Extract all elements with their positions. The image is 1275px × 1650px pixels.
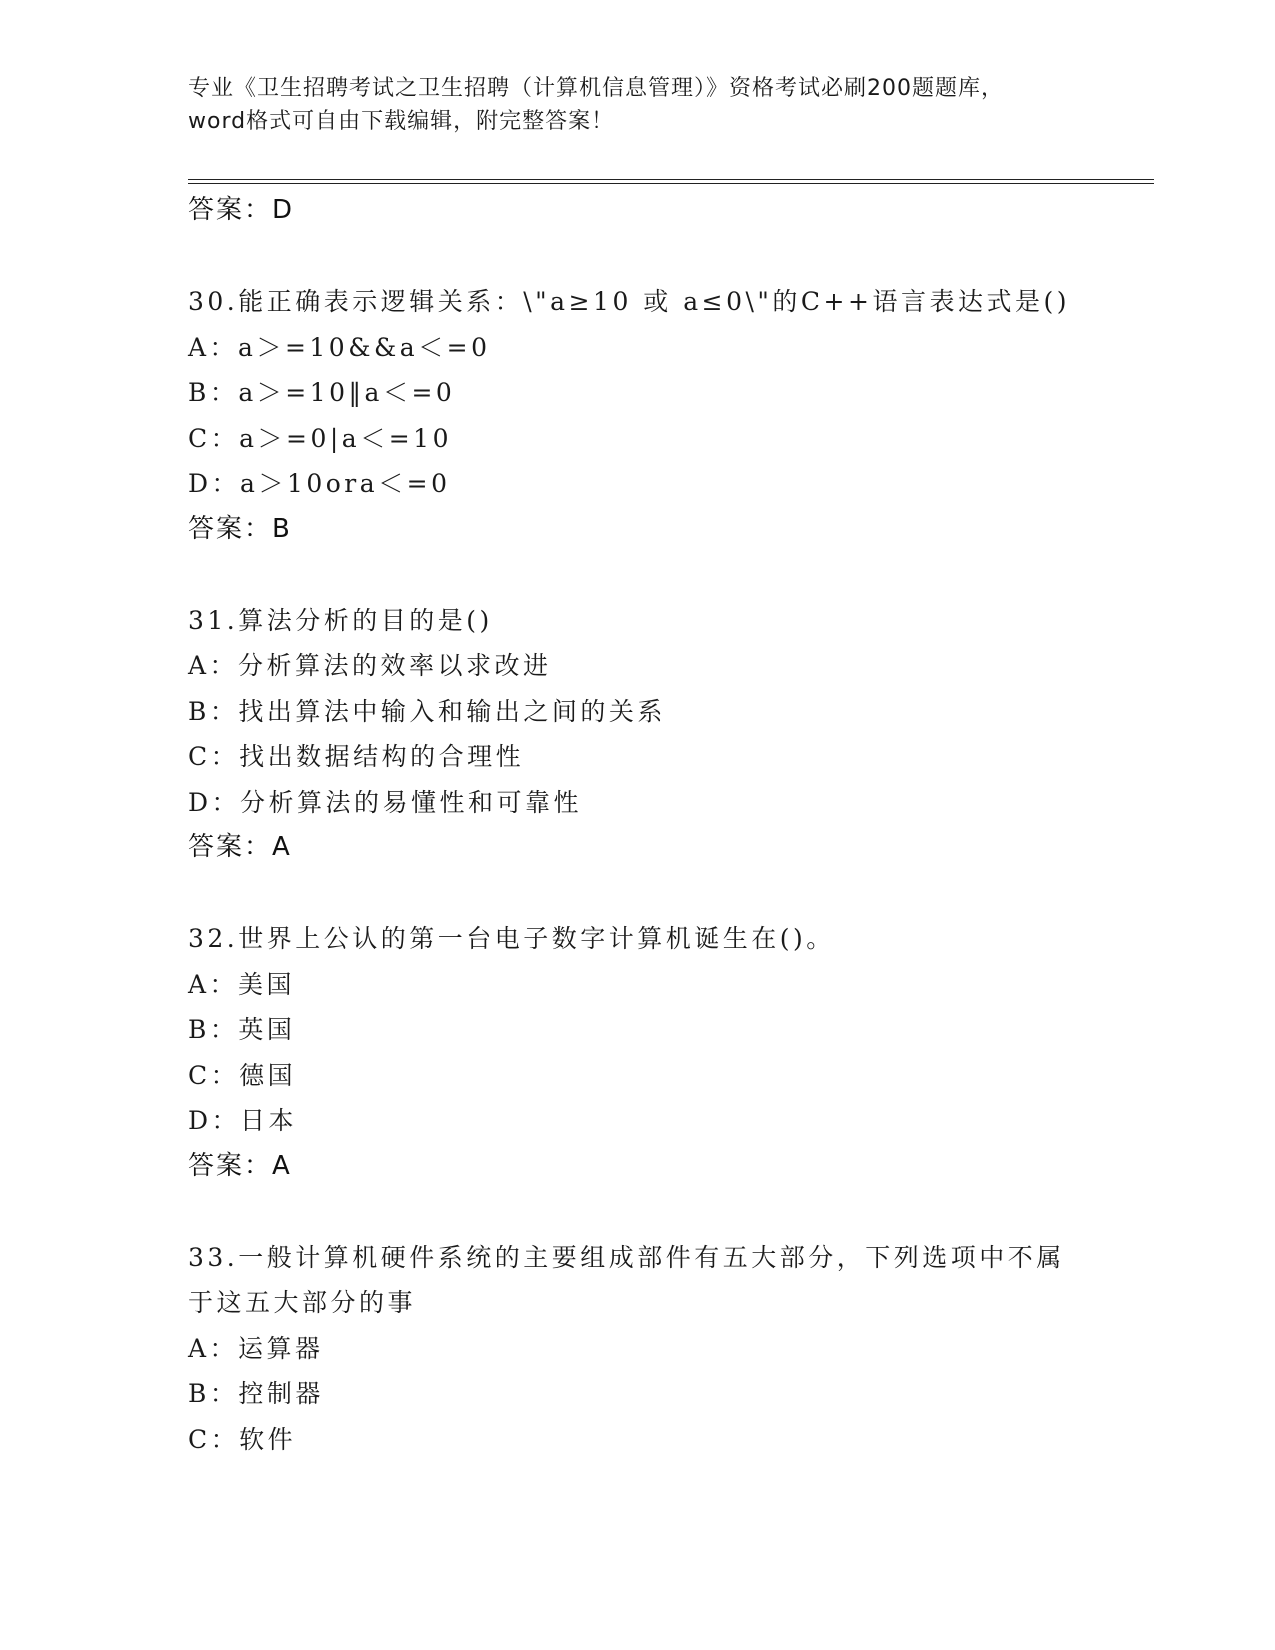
option-b: B：a＞=10‖a＜=0 <box>188 378 456 407</box>
question-answer: 答案：A <box>188 832 292 862</box>
option-b: B：找出算法中输入和输出之间的关系 <box>188 696 666 726</box>
option-d: D：a＞10ora＜=0 <box>188 469 451 498</box>
question-30 <box>188 279 1088 552</box>
spacer <box>188 234 1088 280</box>
option-c: C：软件 <box>188 1424 297 1454</box>
question-list <box>188 188 1088 1462</box>
question-stem-line-2: 于这五大部分的事 <box>188 1288 417 1317</box>
option-d: D：日本 <box>188 1106 298 1135</box>
spacer <box>188 871 1088 917</box>
question-answer: 答案：B <box>188 513 292 544</box>
question-stem: 32.世界上公认的第一台电子数字计算机诞生在()。 <box>188 924 835 953</box>
option-d: D：分析算法的易懂性和可靠性 <box>188 787 583 817</box>
previous-answer: 答案：D <box>188 195 295 225</box>
option-c: C：德国 <box>188 1060 297 1090</box>
document-header <box>188 72 1088 138</box>
header-divider <box>188 179 1154 184</box>
option-a: A：美国 <box>188 969 296 999</box>
option-a: A：分析算法的效率以求改进 <box>188 651 552 680</box>
question-answer: 答案：A <box>188 1150 292 1181</box>
header-title-line-1: 专业《卫生招聘考试之卫生招聘（计算机信息管理）》资格考试必刷200题题库， <box>188 76 1004 101</box>
spacer <box>188 552 1088 598</box>
option-b: B：控制器 <box>188 1379 324 1408</box>
option-a: A：a＞=10&&a＜=0 <box>188 332 491 362</box>
question-31 <box>188 598 1088 871</box>
option-c: C：找出数据结构的合理性 <box>188 742 525 771</box>
spacer <box>188 1189 1088 1235</box>
option-b: B：英国 <box>188 1015 296 1044</box>
option-a: A：运算器 <box>188 1333 324 1363</box>
question-33 <box>188 1235 1088 1463</box>
question-32 <box>188 916 1088 1189</box>
question-stem: 31.算法分析的目的是() <box>188 605 493 635</box>
option-c: C：a＞=0|a＜=10 <box>188 423 452 453</box>
question-stem: 30.能正确表示逻辑关系：\"a≥10 或 a≤0\"的C++语言表达式是() <box>188 287 1070 316</box>
header-title-line-2: word格式可自由下载编辑，附完整答案！ <box>188 109 615 134</box>
question-stem-line-1: 33.一般计算机硬件系统的主要组成部件有五大部分，下列选项中不属 <box>188 1242 1065 1272</box>
